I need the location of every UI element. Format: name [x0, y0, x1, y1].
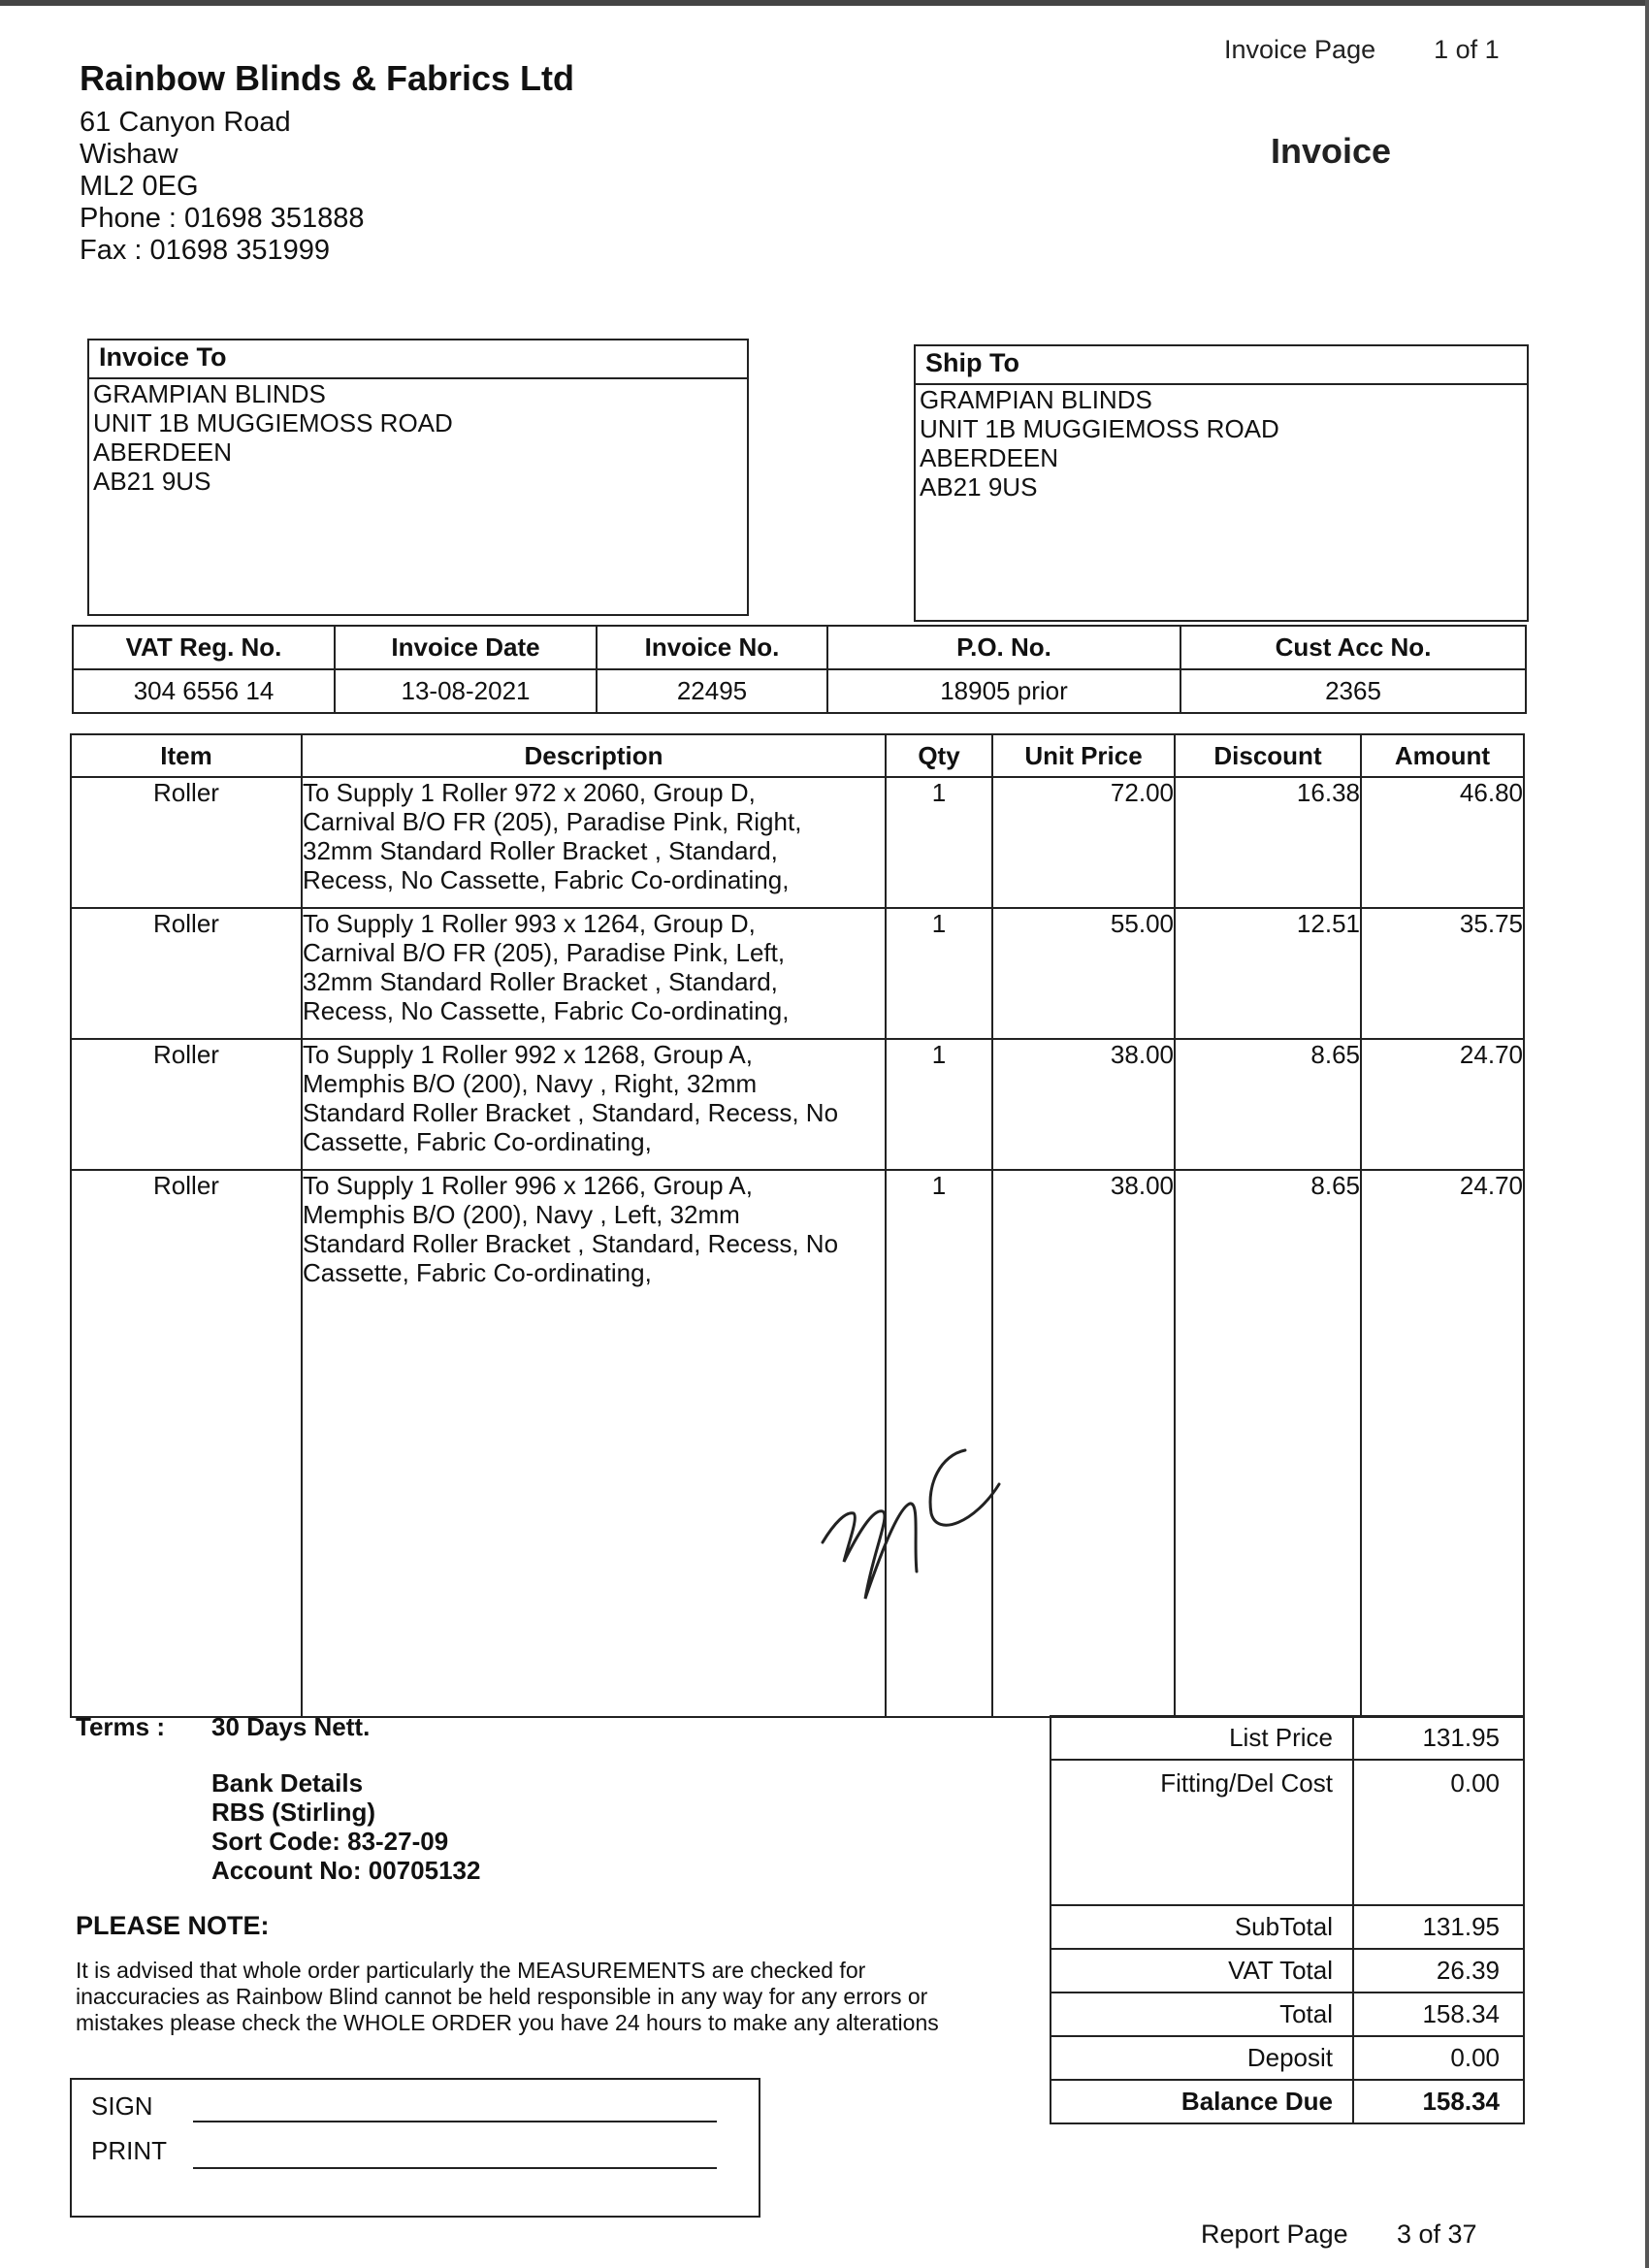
- description-line: Memphis B/O (200), Navy , Left, 32mm: [303, 1200, 740, 1229]
- ship-to-heading: Ship To: [916, 346, 1527, 385]
- report-page-value: 3 of 37: [1397, 2219, 1477, 2249]
- description-line: 32mm Standard Roller Bracket , Standard,: [303, 967, 778, 996]
- total-value: 158.34: [1353, 1993, 1524, 2036]
- qty-cell: 1: [886, 777, 992, 908]
- description-line: Recess, No Cassette, Fabric Co-ordinating,: [303, 996, 790, 1025]
- description-line: Memphis B/O (200), Navy , Right, 32mm: [303, 1069, 758, 1098]
- item-cell: Roller: [71, 908, 302, 1039]
- vat-reg-value: 304 6556 14: [73, 669, 335, 713]
- subtotal-label: SubTotal: [1051, 1905, 1353, 1949]
- note-line: mistakes please check the WHOLE ORDER you have 24 hours to make any alterations: [76, 2010, 939, 2035]
- document-title: Invoice: [1271, 131, 1392, 171]
- description-line: Standard Roller Bracket , Standard, Recess, No: [303, 1098, 839, 1127]
- totals-row-subtotal: [1051, 1905, 1524, 1949]
- bank-name: RBS (Stirling): [211, 1798, 375, 1827]
- scan-edge-right: [1645, 0, 1649, 2268]
- invoice-to-heading: Invoice To: [89, 340, 747, 379]
- table-row: [71, 1170, 1524, 1717]
- description-line: Cassette, Fabric Co-ordinating,: [303, 1127, 652, 1156]
- account-number: Account No: 00705132: [211, 1856, 481, 1885]
- totals-table: [1050, 1715, 1525, 2124]
- ship-to-line: UNIT 1B MUGGIEMOSS ROAD: [920, 414, 1279, 443]
- totals-row-deposit: [1051, 2036, 1524, 2080]
- note-line: inaccuracies as Rainbow Blind cannot be held responsible in any way for any errors or: [76, 1984, 928, 2009]
- totals-row-fitting: [1051, 1760, 1524, 1905]
- totals-row-balance-due: [1051, 2080, 1524, 2123]
- sign-line-field[interactable]: [193, 2121, 717, 2122]
- amount-cell: 35.75: [1361, 908, 1524, 1039]
- ship-to-line: ABERDEEN: [920, 443, 1059, 472]
- deposit-value: 0.00: [1353, 2036, 1524, 2080]
- unit-price-cell: 38.00: [992, 1170, 1175, 1717]
- amount-column-header: Amount: [1361, 734, 1524, 777]
- report-page-label: Report Page: [1201, 2219, 1348, 2249]
- description-line: To Supply 1 Roller 996 x 1266, Group A,: [303, 1171, 753, 1200]
- company-fax: Fax : 01698 351999: [80, 235, 330, 266]
- discount-cell: 8.65: [1175, 1170, 1361, 1717]
- invoice-date-value: 13-08-2021: [335, 669, 597, 713]
- deposit-label: Deposit: [1051, 2036, 1353, 2080]
- item-cell: Roller: [71, 1170, 302, 1717]
- table-row: [71, 777, 1524, 908]
- cust-acc-value: 2365: [1180, 669, 1526, 713]
- item-cell: Roller: [71, 777, 302, 908]
- description-column-header: Description: [302, 734, 886, 777]
- description-line: 32mm Standard Roller Bracket , Standard,: [303, 836, 778, 865]
- sort-code: Sort Code: 83-27-09: [211, 1827, 449, 1856]
- table-row: [71, 1039, 1524, 1170]
- cust-acc-header: Cust Acc No.: [1180, 626, 1526, 669]
- po-no-header: P.O. No.: [827, 626, 1180, 669]
- description-cell: [302, 1039, 886, 1170]
- total-label: Total: [1051, 1993, 1353, 2036]
- unit-price-cell: 72.00: [992, 777, 1175, 908]
- description-cell: [302, 1170, 886, 1717]
- vat-reg-header: VAT Reg. No.: [73, 626, 335, 669]
- unit-price-column-header: Unit Price: [992, 734, 1175, 777]
- bank-details-heading: Bank Details: [211, 1768, 364, 1798]
- qty-column-header: Qty: [886, 734, 992, 777]
- ship-to-box: [914, 344, 1529, 622]
- invoice-to-box: [87, 339, 749, 616]
- description-line: To Supply 1 Roller 993 x 1264, Group D,: [303, 909, 756, 938]
- invoice-to-line: UNIT 1B MUGGIEMOSS ROAD: [93, 408, 453, 437]
- info-header-row: [73, 626, 1526, 669]
- fitting-del-cost-label: Fitting/Del Cost: [1051, 1760, 1353, 1905]
- description-cell: [302, 777, 886, 908]
- balance-due-value: 158.34: [1353, 2080, 1524, 2123]
- invoice-page-value: 1 of 1: [1434, 35, 1500, 64]
- ship-to-line: AB21 9US: [920, 472, 1038, 502]
- balance-due-label: Balance Due: [1051, 2080, 1353, 2123]
- company-address-line: 61 Canyon Road: [80, 107, 291, 138]
- amount-cell: 46.80: [1361, 777, 1524, 908]
- note-line: It is advised that whole order particularly the MEASUREMENTS are checked for: [76, 1958, 866, 1983]
- totals-row-list-price: [1051, 1716, 1524, 1760]
- terms-label: Terms :: [76, 1712, 165, 1741]
- subtotal-value: 131.95: [1353, 1905, 1524, 1949]
- vat-total-label: VAT Total: [1051, 1949, 1353, 1993]
- company-phone: Phone : 01698 351888: [80, 203, 365, 234]
- please-note-heading: PLEASE NOTE:: [76, 1911, 270, 1940]
- description-line: To Supply 1 Roller 992 x 1268, Group A,: [303, 1040, 753, 1069]
- invoice-to-line: AB21 9US: [93, 467, 211, 496]
- totals-row-vat: [1051, 1949, 1524, 1993]
- discount-cell: 12.51: [1175, 908, 1361, 1039]
- sign-label: SIGN: [91, 2091, 153, 2121]
- qty-cell: 1: [886, 908, 992, 1039]
- handwritten-initials-signature: [805, 1426, 1018, 1610]
- scan-edge-top: [0, 0, 1649, 6]
- item-cell: Roller: [71, 1039, 302, 1170]
- info-value-row: [73, 669, 1526, 713]
- company-address: [80, 107, 365, 267]
- invoice-page-indicator: [1224, 35, 1558, 65]
- print-label: PRINT: [91, 2136, 167, 2165]
- description-line: Standard Roller Bracket , Standard, Recess, No: [303, 1229, 839, 1258]
- description-line: To Supply 1 Roller 972 x 2060, Group D,: [303, 778, 756, 807]
- amount-cell: 24.70: [1361, 1039, 1524, 1170]
- amount-cell: 24.70: [1361, 1170, 1524, 1717]
- invoice-no-value: 22495: [597, 669, 827, 713]
- qty-cell: 1: [886, 1039, 992, 1170]
- company-address-line: Wishaw: [80, 139, 178, 170]
- unit-price-cell: 55.00: [992, 908, 1175, 1039]
- description-line: Recess, No Cassette, Fabric Co-ordinating,: [303, 865, 790, 894]
- description-line: Carnival B/O FR (205), Paradise Pink, Right,: [303, 807, 802, 836]
- terms-value: 30 Days Nett.: [211, 1712, 371, 1741]
- discount-cell: 8.65: [1175, 1039, 1361, 1170]
- item-column-header: Item: [71, 734, 302, 777]
- qty-cell: 1: [886, 1170, 992, 1717]
- invoice-to-line: GRAMPIAN BLINDS: [93, 379, 326, 408]
- po-no-value: 18905 prior: [827, 669, 1180, 713]
- ship-to-line: GRAMPIAN BLINDS: [920, 385, 1152, 414]
- discount-cell: 16.38: [1175, 777, 1361, 908]
- unit-price-cell: 38.00: [992, 1039, 1175, 1170]
- sign-print-box: [70, 2078, 760, 2218]
- invoice-date-header: Invoice Date: [335, 626, 597, 669]
- description-cell: [302, 908, 886, 1039]
- company-name: Rainbow Blinds & Fabrics Ltd: [80, 58, 575, 98]
- company-address-line: ML2 0EG: [80, 171, 199, 202]
- invoice-page-label: Invoice Page: [1224, 35, 1376, 64]
- invoice-to-line: ABERDEEN: [93, 437, 233, 467]
- print-line-field[interactable]: [193, 2167, 717, 2169]
- invoice-info-table: [72, 625, 1527, 714]
- please-note-text: [76, 1958, 997, 2036]
- items-header-row: [71, 734, 1524, 777]
- totals-row-total: [1051, 1993, 1524, 2036]
- bank-details: [211, 1768, 480, 1885]
- fitting-del-cost-value: 0.00: [1353, 1760, 1524, 1905]
- list-price-value: 131.95: [1353, 1716, 1524, 1760]
- description-line: Cassette, Fabric Co-ordinating,: [303, 1258, 652, 1287]
- discount-column-header: Discount: [1175, 734, 1361, 777]
- vat-total-value: 26.39: [1353, 1949, 1524, 1993]
- line-items-table: [70, 733, 1525, 1718]
- invoice-no-header: Invoice No.: [597, 626, 827, 669]
- table-row: [71, 908, 1524, 1039]
- list-price-label: List Price: [1051, 1716, 1353, 1760]
- description-line: Carnival B/O FR (205), Paradise Pink, Left,: [303, 938, 786, 967]
